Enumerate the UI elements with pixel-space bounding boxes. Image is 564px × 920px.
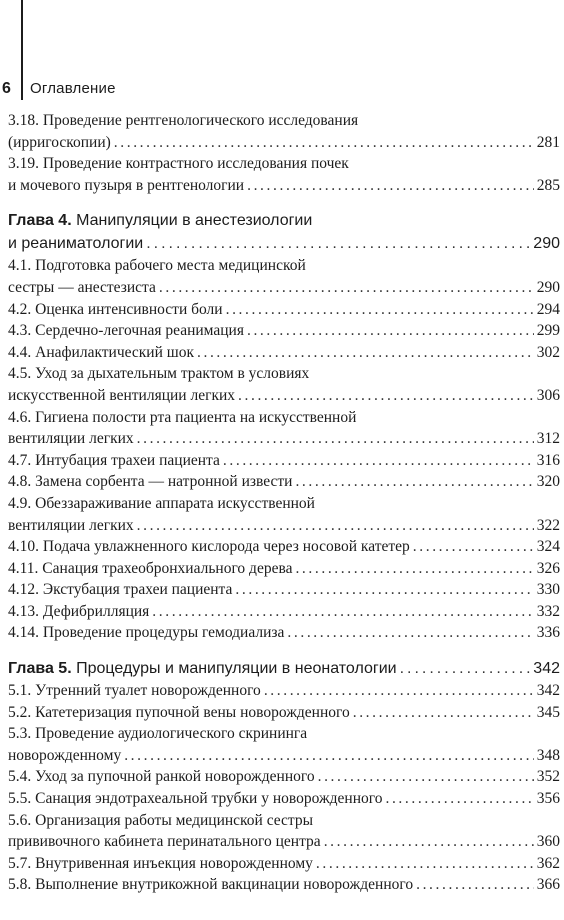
- toc-title-text: искусственной вентиляции легких: [8, 386, 236, 404]
- toc-title-line: [8, 110, 560, 132]
- toc-page-number: 312: [536, 430, 560, 448]
- toc-title-line: [8, 450, 560, 472]
- toc-page-number: 324: [536, 538, 560, 556]
- toc-entry[interactable]: [8, 874, 560, 896]
- toc-title-text: 4.14. Проведение процедуры гемодиализа: [8, 624, 285, 642]
- toc-entry[interactable]: [8, 255, 560, 298]
- toc-title-text: 4.13. Дефибрилляция: [8, 602, 150, 620]
- toc-entry[interactable]: [8, 110, 560, 153]
- toc-title-line: [8, 363, 560, 385]
- toc-page-number: 326: [536, 559, 560, 577]
- toc-title-line: [8, 766, 560, 788]
- toc-title-line: [8, 558, 560, 580]
- toc-title-line: [8, 874, 560, 896]
- toc-title-line: [8, 407, 560, 429]
- toc-title-line: [8, 515, 560, 537]
- toc-title-text: 4.7. Интубация трахеи пациента: [8, 451, 220, 469]
- toc-entry[interactable]: [8, 536, 560, 558]
- dot-leader: [137, 428, 534, 450]
- dot-leader: [318, 766, 534, 788]
- dot-leader: [324, 831, 534, 853]
- dot-leader: [295, 558, 533, 580]
- dot-leader: [152, 601, 533, 623]
- toc-title-text: 4.6. Гигиена полости рта пациента на искусственной: [8, 408, 357, 426]
- toc-title-text: сестры — анестезиста: [8, 278, 156, 296]
- toc-page-number: 290: [533, 235, 560, 253]
- dot-leader: [159, 277, 534, 299]
- dot-leader: [264, 680, 534, 702]
- toc-page-number: 360: [536, 833, 560, 851]
- toc-title-text: 5.5. Санация эндотрахеальной трубки у новорожденного: [8, 790, 383, 808]
- toc-title-line: [8, 788, 560, 810]
- toc-title-text: 5.6. Организация работы медицинской сестры: [8, 811, 314, 829]
- toc-page-number: 345: [536, 703, 560, 721]
- toc-title-line: [8, 428, 560, 450]
- toc-entry[interactable]: [8, 622, 560, 644]
- toc-entry[interactable]: [8, 766, 560, 788]
- toc-title-text: 5.3. Проведение аудиологического скрининга: [8, 725, 308, 743]
- toc-title-text: 4.12. Экстубация трахеи пациента: [8, 581, 233, 599]
- chapter-number: Глава 4.: [8, 212, 72, 230]
- toc-page-number: 366: [536, 876, 560, 894]
- toc-title-text: и мочевого пузыря в рентгенологии: [8, 176, 245, 194]
- dot-leader: [413, 536, 534, 558]
- dot-leader: [226, 299, 534, 321]
- dot-leader: [247, 175, 534, 197]
- toc-page-number: 320: [536, 473, 560, 491]
- section-title: Оглавление: [30, 80, 116, 97]
- toc-title-line: [8, 810, 560, 832]
- toc-title-text: вентиляции легких: [8, 516, 134, 534]
- toc-page-number: 352: [536, 768, 560, 786]
- table-of-contents: [8, 110, 560, 896]
- toc-title-line: [8, 745, 560, 767]
- toc-page-number: 281: [536, 133, 560, 151]
- toc-entry[interactable]: [8, 810, 560, 853]
- toc-entry[interactable]: [8, 407, 560, 450]
- toc-entry[interactable]: [8, 342, 560, 364]
- toc-title-line: [8, 342, 560, 364]
- dot-leader: [400, 657, 531, 680]
- dot-leader: [247, 320, 534, 342]
- toc-title-text: 4.1. Подготовка рабочего места медицинской: [8, 257, 306, 275]
- toc-title-line: [8, 299, 560, 321]
- toc-title-line: [8, 132, 560, 154]
- toc-entry[interactable]: [8, 788, 560, 810]
- toc-chapter[interactable]: [8, 209, 560, 255]
- toc-title-line: [8, 232, 560, 255]
- toc-title-text: 5.8. Выполнение внутрикожной вакцинации новорожденного: [8, 876, 414, 894]
- toc-entry[interactable]: [8, 702, 560, 724]
- toc-title-text: 4.11. Санация трахеобронхиального дерева: [8, 559, 293, 577]
- dot-leader: [146, 232, 530, 255]
- toc-title-text: прививочного кабинета перинатального центра: [8, 833, 321, 851]
- toc-entry[interactable]: [8, 363, 560, 406]
- toc-title-line: [8, 702, 560, 724]
- toc-title-line: [8, 536, 560, 558]
- dot-leader: [353, 702, 534, 724]
- toc-entry[interactable]: [8, 723, 560, 766]
- toc-page-number: 330: [536, 581, 560, 599]
- toc-page-number: 332: [536, 602, 560, 620]
- toc-page-number: 322: [536, 516, 560, 534]
- toc-page-number: 348: [536, 746, 560, 764]
- toc-page-number: 316: [536, 451, 560, 469]
- dot-leader: [223, 450, 534, 472]
- toc-title-line: [8, 385, 560, 407]
- toc-page-number: 342: [536, 682, 560, 700]
- toc-title-text: и реаниматологии: [8, 235, 144, 253]
- toc-entry[interactable]: [8, 558, 560, 580]
- toc-title-line: [8, 853, 560, 875]
- dot-leader: [385, 788, 533, 810]
- toc-title-text: новорожденному: [8, 746, 122, 764]
- toc-title-line: [8, 277, 560, 299]
- toc-title-text: 5.1. Утренний туалет новорожденного: [8, 682, 261, 700]
- toc-title-text: 5.4. Уход за пупочной ранкой новорожденного: [8, 768, 315, 786]
- toc-entry[interactable]: [8, 320, 560, 342]
- dot-leader: [124, 745, 534, 767]
- toc-title-line: [8, 471, 560, 493]
- toc-title-text: 5.2. Катетеризация пупочной вены новорожденного: [8, 703, 350, 721]
- toc-title-line: [8, 622, 560, 644]
- toc-page-number: 336: [536, 624, 560, 642]
- toc-page-number: 299: [536, 322, 560, 340]
- toc-title-line: [8, 831, 560, 853]
- toc-title-line: [8, 657, 560, 680]
- toc-title-text: вентиляции легких: [8, 430, 134, 448]
- toc-title-line: [8, 255, 560, 277]
- toc-title-text: (ирригоскопии): [8, 133, 111, 151]
- dot-leader: [316, 853, 534, 875]
- running-header: [0, 78, 300, 100]
- toc-page-number: 294: [536, 300, 560, 318]
- toc-entry[interactable]: [8, 153, 560, 196]
- toc-title-text: 4.8. Замена сорбента — натронной извести: [8, 473, 293, 491]
- toc-entry[interactable]: [8, 579, 560, 601]
- toc-title-text: 5.7. Внутривенная инъекция новорожденному: [8, 854, 313, 872]
- toc-title-text: Манипуляции в анестезиологии: [76, 212, 313, 230]
- toc-entry[interactable]: [8, 680, 560, 702]
- toc-title-line: [8, 723, 560, 745]
- toc-title-line: [8, 209, 560, 232]
- dot-leader: [235, 579, 533, 601]
- toc-entry[interactable]: [8, 450, 560, 472]
- toc-title-text: Процедуры и манипуляции в неонатологии: [76, 660, 397, 678]
- toc-title-text: 4.5. Уход за дыхательным трактом в условиях: [8, 365, 310, 383]
- toc-title-line: [8, 601, 560, 623]
- toc-title-text: 3.18. Проведение рентгенологического исследования: [8, 112, 359, 129]
- toc-page-number: 306: [536, 386, 560, 404]
- dot-leader: [114, 132, 534, 154]
- toc-title-text: 4.2. Оценка интенсивности боли: [8, 300, 223, 318]
- toc-entry[interactable]: [8, 853, 560, 875]
- dot-leader: [416, 874, 534, 896]
- toc-page-number: 290: [536, 278, 560, 296]
- dot-leader: [287, 622, 533, 644]
- toc-page-number: 302: [536, 343, 560, 361]
- toc-title-line: [8, 680, 560, 702]
- toc-entry[interactable]: [8, 493, 560, 536]
- toc-page-number: 342: [533, 660, 560, 678]
- dot-leader: [197, 342, 534, 364]
- toc-page-number: 356: [536, 790, 560, 808]
- dot-leader: [295, 471, 533, 493]
- toc-title-text: 3.19. Проведение контрастного исследования почек: [8, 155, 349, 173]
- chapter-number: Глава 5.: [8, 660, 72, 678]
- toc-entry[interactable]: [8, 601, 560, 623]
- dot-leader: [238, 385, 534, 407]
- toc-entry[interactable]: [8, 299, 560, 321]
- toc-title-line: [8, 320, 560, 342]
- toc-title-text: 4.9. Обеззараживание аппарата искусственной: [8, 494, 315, 512]
- dot-leader: [137, 515, 534, 537]
- toc-page-number: 362: [536, 854, 560, 872]
- toc-title-line: [8, 493, 560, 515]
- toc-title-line: [8, 175, 560, 197]
- toc-title-text: 4.3. Сердечно-легочная реанимация: [8, 322, 244, 340]
- toc-title-text: 4.10. Подача увлажненного кислорода через носовой катетер: [8, 538, 410, 556]
- toc-title-line: [8, 579, 560, 601]
- page-number: 6: [2, 80, 11, 97]
- toc-page-number: 285: [536, 176, 560, 194]
- toc-chapter[interactable]: [8, 657, 560, 680]
- toc-title-line: [8, 153, 560, 175]
- toc-title-text: 4.4. Анафилактический шок: [8, 343, 194, 361]
- toc-entry[interactable]: [8, 471, 560, 493]
